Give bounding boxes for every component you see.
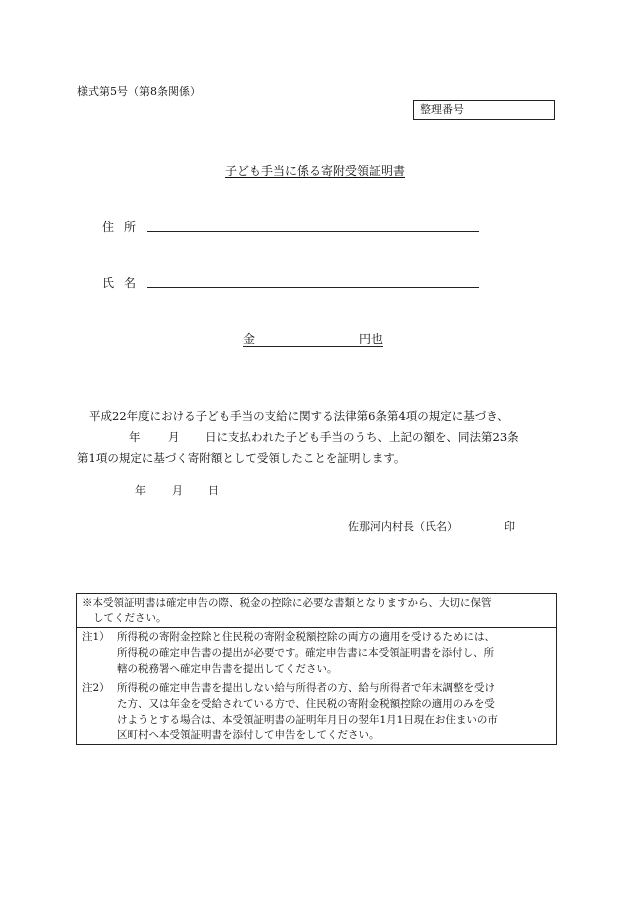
note-2-line-2: た方、又は年金を受給されている方で、住民税の寄附金税額控除の適用のみを受 <box>117 698 495 710</box>
body-line-2-rest: 日に支払われた子ども手当のうち、上記の額を、同法第23条 <box>205 430 519 444</box>
reference-number-box <box>413 100 555 120</box>
note-1-marker: 注1） <box>82 631 110 643</box>
body-year-label: 年 <box>129 430 141 444</box>
reference-number-label: 整理番号 <box>420 103 464 116</box>
body-line-1: 平成22年度における子ども手当の支給に関する法律第6条第4項の規定に基づき、 <box>89 409 509 423</box>
note-2-marker: 注2） <box>82 682 110 694</box>
notice-line-2: してください。 <box>93 612 167 624</box>
name-line[interactable] <box>147 287 479 288</box>
body-month-label: 月 <box>168 430 180 444</box>
note-2-line-4: 区町村へ本受領証明書を添付して申告をしてください。 <box>117 729 380 741</box>
notice-box <box>76 593 557 745</box>
issuer-name: 佐那河内村長（氏名） <box>348 520 458 533</box>
seal-mark: 印 <box>504 520 515 533</box>
document-title-wrap <box>0 162 630 179</box>
address-label-2: 所 <box>124 220 137 234</box>
note-1-line-3: 轄の税務署へ確定申告書を提出してください。 <box>117 663 338 675</box>
certification-text <box>77 406 557 469</box>
note-2-line-1: 所得税の確定申告書を提出しない給与所得者の方、給与所得者で年末調整を受け <box>117 682 495 694</box>
notice-line-1: ※本受領証明書は確定申告の際、税金の控除に必要な書類となりますから、大切に保管 <box>82 597 492 609</box>
date-day: 日 <box>208 484 219 497</box>
address-line[interactable] <box>147 231 479 232</box>
date-year: 年 <box>135 484 146 497</box>
address-label-1: 住 <box>102 220 115 234</box>
name-label-1: 氏 <box>102 276 115 290</box>
body-line-3: 第1項の規定に基づく寄附額として受領したことを証明します。 <box>77 451 406 465</box>
form-number: 様式第5号（第8条関係） <box>77 85 201 98</box>
note-1-line-1: 所得税の寄附金控除と住民税の寄附金税額控除の両方の適用を受けるためには、 <box>117 631 495 643</box>
body-line-2 <box>77 427 557 448</box>
date-month: 月 <box>172 484 183 497</box>
notice-header <box>77 594 556 628</box>
note-2-line-3: けようとする場合は、本受領証明書の証明年月日の翌年1月1日現在お住まいの市 <box>117 714 498 726</box>
note-1-line-2: 所得税の確定申告書の提出が必要です。確定申告書に本受領証明書を添付し、所 <box>117 647 495 659</box>
amount-suffix: 円也 <box>358 332 383 346</box>
amount-underline <box>243 346 383 347</box>
document-title: 子ども手当に係る寄附受領証明書 <box>224 164 405 178</box>
name-label-2: 名 <box>124 276 137 290</box>
amount-prefix: 金 <box>243 332 256 346</box>
